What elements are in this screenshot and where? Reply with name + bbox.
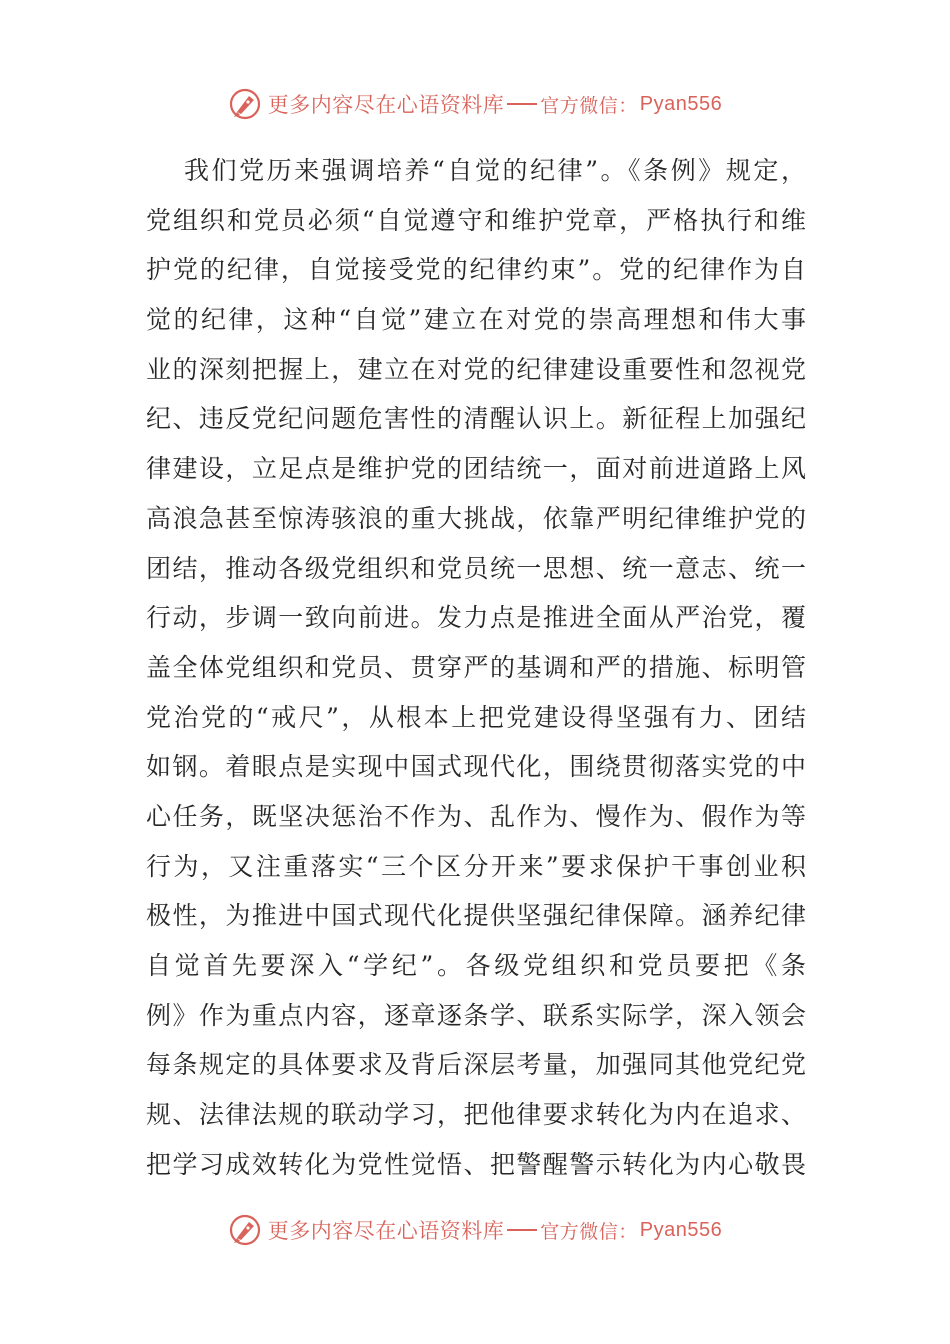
- text-line: 如钢。着眼点是实现中国式现代化，围绕贯彻落实党的中: [146, 752, 806, 782]
- text-line: 团结，推动各级党组织和党员统一思想、统一意志、统一: [146, 553, 806, 583]
- text-line: 行为，又注重落实“三个区分开来”要求保护干事创业积: [146, 851, 806, 881]
- wechat-handle: Pyan556: [639, 1218, 723, 1241]
- pen-nib-logo-icon: [228, 87, 262, 121]
- text-line: 我们党历来强调培养“自觉的纪律”。《条例》规定，: [184, 156, 806, 185]
- text-line: 规、法律法规的联动学习，把他律要求转化为内在追求、: [146, 1100, 806, 1130]
- text-line: 极性，为推进中国式现代化提供坚强纪律保障。涵养纪律: [146, 901, 806, 931]
- pen-nib-logo-icon: [228, 1213, 262, 1247]
- text-line: 律建设，立足点是维护党的团结统一，面对前进道路上风: [146, 454, 806, 484]
- text-line: 盖全体党组织和党员、贯穿严的基调和严的措施、标明管: [146, 652, 806, 682]
- text-line: 党治党的“戒尺”，从根本上把党建设得坚强有力、团结: [146, 702, 806, 732]
- wechat-handle: Pyan556: [639, 92, 723, 115]
- text-line: 业的深刻把握上，建立在对党的纪律建设重要性和忽视党: [146, 354, 806, 384]
- text-line: 把学习成效转化为党性觉悟、把警醒警示转化为内心敬畏: [146, 1149, 806, 1179]
- brand-text: 更多内容尽在心语资料库: [267, 93, 505, 117]
- document-body: [146, 146, 806, 1189]
- header-watermark-banner: [0, 84, 950, 124]
- text-line: 行动，步调一致向前进。发力点是推进全面从严治党，覆: [146, 603, 806, 633]
- footer-watermark-banner: [0, 1210, 950, 1250]
- text-line: 护党的纪律，自觉接受党的纪律约束”。党的纪律作为自: [146, 255, 806, 285]
- text-line: 纪、违反党纪问题危害性的清醒认识上。新征程上加强纪: [146, 404, 806, 434]
- text-line: 觉的纪律，这种“自觉”建立在对党的崇高理想和伟大事: [146, 305, 806, 335]
- banner-dash: [507, 1229, 537, 1231]
- text-line: 高浪急甚至惊涛骇浪的重大挑战，依靠严明纪律维护党的: [146, 503, 806, 533]
- banner-dash: [507, 103, 537, 105]
- text-line: 党组织和党员必须“自觉遵守和维护党章，严格执行和维: [146, 205, 806, 235]
- wechat-label: 官方微信：: [540, 1220, 638, 1243]
- text-line: 每条规定的具体要求及背后深层考量，加强同其他党纪党: [146, 1050, 806, 1080]
- brand-text: 更多内容尽在心语资料库: [267, 1219, 505, 1243]
- text-line: 例》作为重点内容，逐章逐条学、联系实际学，深入领会: [146, 1000, 806, 1030]
- text-line: 心任务，既坚决惩治不作为、乱作为、慢作为、假作为等: [146, 801, 806, 831]
- text-line: 自觉首先要深入“学纪”。各级党组织和党员要把《条: [146, 951, 806, 980]
- wechat-label: 官方微信：: [540, 94, 638, 117]
